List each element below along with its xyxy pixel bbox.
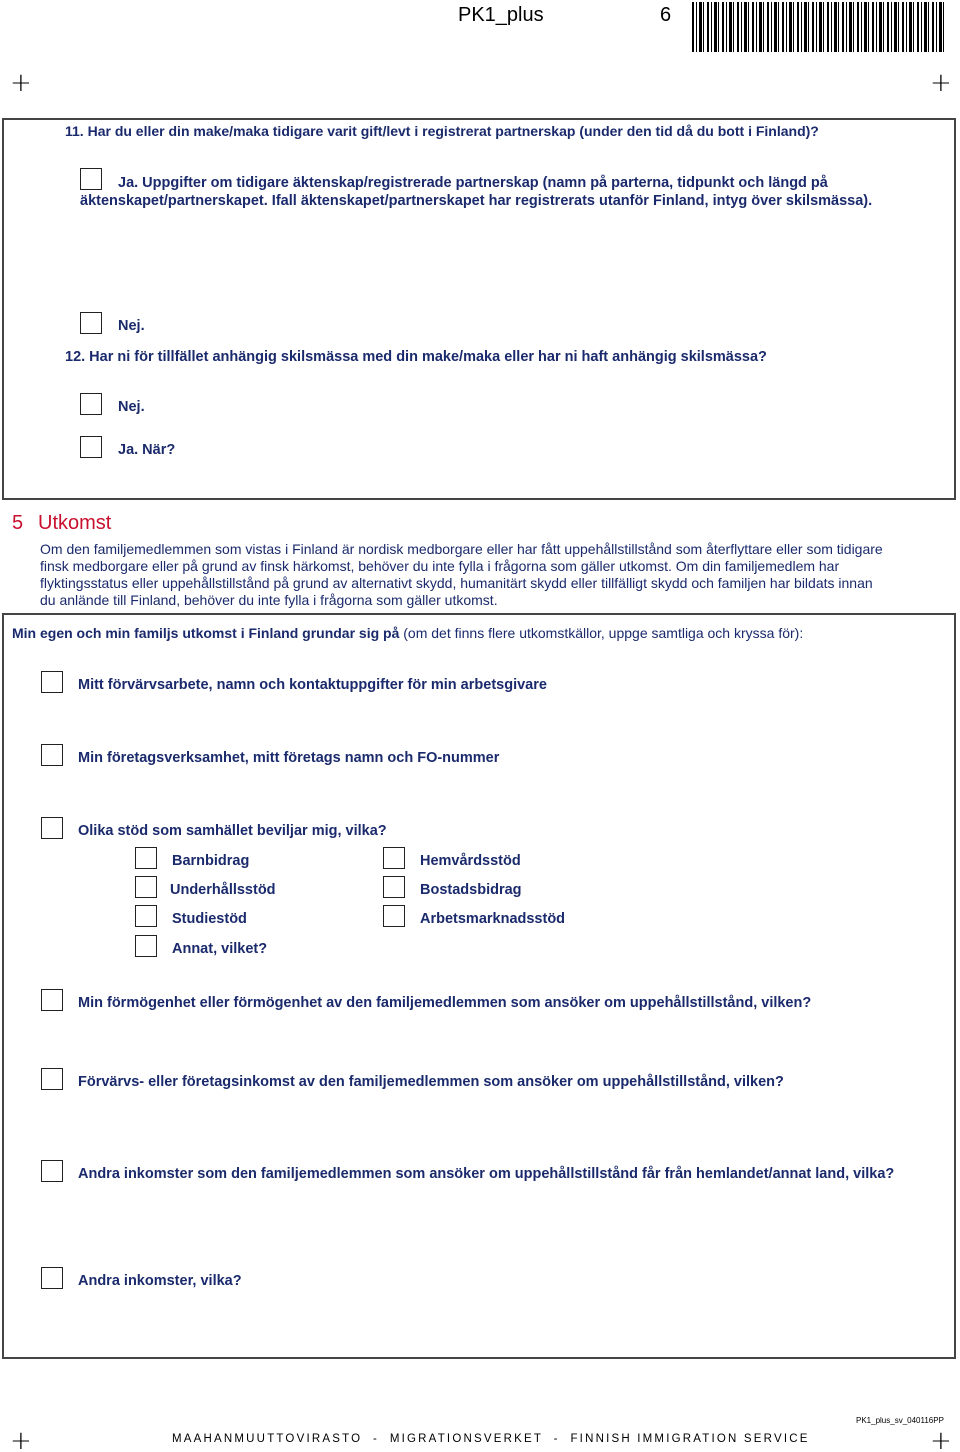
section-intro-line-3: flyktingsstatus eller uppehållstillstånd på grund av alternativt skydd, humanitärt skydd eller tillfälligt skydd och familjen har bildats innan — [40, 575, 873, 591]
business-checkbox[interactable] — [41, 744, 63, 766]
section-intro-line-4: du anlände till Finland, behöver du inte fylla i frågorna som gäller utkomst. — [40, 592, 498, 608]
benefits-checkbox[interactable] — [41, 817, 63, 839]
study-grant-label: Studiestöd — [172, 911, 247, 927]
earned-income-label: Förvärvs- eller företagsinkomst av den familjemedlemmen som ansöker om uppehållstillstånd, vilken? — [78, 1074, 784, 1090]
registration-mark-icon: + — [10, 1426, 32, 1452]
home-care-label: Hemvårdsstöd — [420, 853, 521, 869]
doc-code: PK1_plus_sv_040116PP — [856, 1416, 944, 1425]
income-heading-rest: (om det finns flere utkomstkällor, uppge samtliga och kryssa för): — [399, 625, 804, 641]
q12-no-label: Nej. — [118, 399, 145, 415]
barcode — [692, 2, 946, 52]
section-intro-line-1: Om den familjemedlemmen som vistas i Finland är nordisk medborgare eller har fått uppehållstillstånd som återflyttare eller som tidigare — [40, 541, 883, 557]
business-label: Min företagsverksamhet, mitt företags namn och FO-nummer — [78, 750, 500, 766]
maintenance-label: Underhållsstöd — [170, 882, 276, 898]
q11-yes-checkbox[interactable] — [80, 168, 102, 190]
q12-no-checkbox[interactable] — [80, 393, 102, 415]
maintenance-checkbox[interactable] — [135, 876, 157, 898]
foreign-income-checkbox[interactable] — [41, 1160, 63, 1182]
registration-mark-icon: + — [10, 68, 32, 98]
earned-income-checkbox[interactable] — [41, 1068, 63, 1090]
section-title: Utkomst — [38, 512, 112, 534]
section-intro-line-2: finsk medborgare eller på grund av finsk härkomst, behöver du inte fylla i frågorna som gäller utkomst. Om din familjemedlem har — [40, 558, 840, 574]
child-benefit-label: Barnbidrag — [172, 853, 250, 869]
q11-no-label: Nej. — [118, 318, 145, 334]
section-number: 5 — [12, 512, 24, 534]
income-heading-bold: Min egen och min familjs utkomst i Finland grundar sig på — [12, 625, 400, 641]
registration-mark-icon: + — [930, 68, 952, 98]
other-income-checkbox[interactable] — [41, 1267, 63, 1289]
labour-market-label: Arbetsmarknadsstöd — [420, 911, 566, 927]
page-number: 6 — [660, 4, 672, 26]
q12-yes-label: Ja. När? — [118, 442, 176, 458]
employment-checkbox[interactable] — [41, 671, 63, 693]
q11-question: 11. Har du eller din make/maka tidigare varit gift/levt i registrerat partnerskap (under den tid då du bott i Finland)? — [65, 123, 819, 139]
income-frame — [2, 613, 956, 1359]
assets-checkbox[interactable] — [41, 989, 63, 1011]
form-code: PK1_plus — [458, 4, 544, 26]
registration-mark-icon: + — [930, 1426, 952, 1452]
q12-question: 12. Har ni för tillfället anhängig skilsmässa med din make/maka eller har ni haft anhängig skilsmässa? — [65, 349, 767, 365]
other-benefit-checkbox[interactable] — [135, 935, 157, 957]
housing-label: Bostadsbidrag — [420, 882, 522, 898]
study-grant-checkbox[interactable] — [135, 905, 157, 927]
other-benefit-label: Annat, vilket? — [172, 941, 268, 957]
benefits-label: Olika stöd som samhället beviljar mig, vilka? — [78, 823, 387, 839]
q11-yes-label-1: Ja. Uppgifter om tidigare äktenskap/registrerade partnerskap (namn på parterna, tidpunkt och längd på — [118, 175, 828, 191]
income-heading — [12, 625, 803, 641]
q11-yes-label-2: äktenskapet/partnerskapet. Ifall äktenskapet/partnerskapet har registrerats utanför Finland, intyg över skilsmässa). — [80, 193, 873, 209]
assets-label: Min förmögenhet eller förmögenhet av den familjemedlemmen som ansöker om uppehållstillstånd, vilken? — [78, 995, 812, 1011]
foreign-income-label: Andra inkomster som den familjemedlemmen som ansöker om uppehållstillstånd får från hemlandet/annat land, vilka? — [78, 1166, 895, 1182]
home-care-checkbox[interactable] — [383, 847, 405, 869]
child-benefit-checkbox[interactable] — [135, 847, 157, 869]
other-income-label: Andra inkomster, vilka? — [78, 1273, 242, 1289]
labour-market-checkbox[interactable] — [383, 905, 405, 927]
employment-label: Mitt förvärvsarbete, namn och kontaktuppgifter för min arbetsgivare — [78, 677, 547, 693]
q11-no-checkbox[interactable] — [80, 312, 102, 334]
agency-name: MAAHANMUUTTOVIRASTO - MIGRATIONSVERKET - FINNISH IMMIGRATION SERVICE — [172, 1433, 810, 1445]
housing-checkbox[interactable] — [383, 876, 405, 898]
q12-yes-checkbox[interactable] — [80, 436, 102, 458]
